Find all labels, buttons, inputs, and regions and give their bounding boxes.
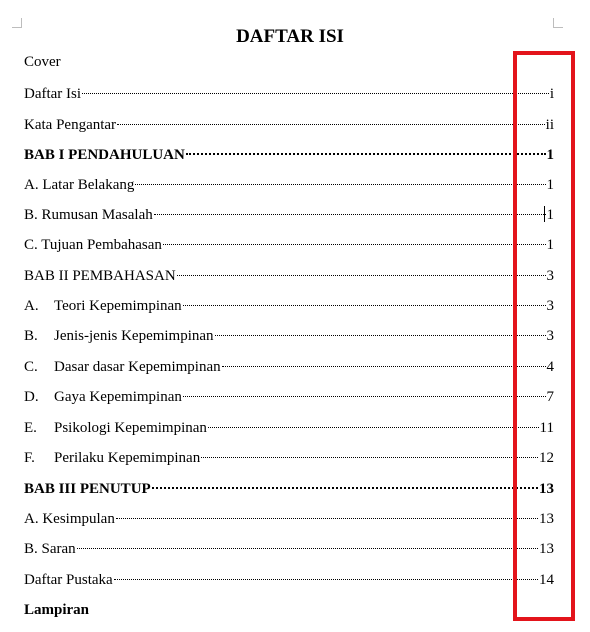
toc-entry [24,234,554,256]
toc-entry-text: Daftar Isi [24,86,82,102]
toc-entry [24,174,554,196]
toc-page-number: 1 [546,147,554,163]
toc-entry [24,83,554,105]
toc-entry [24,114,554,136]
toc-page-number: i [549,86,554,102]
toc-entry-label [24,144,185,166]
toc-entry-text: BAB I PENDAHULUAN [24,147,185,163]
dot-leader [177,275,546,276]
toc-entry [24,51,554,73]
toc-entry [24,265,554,287]
toc-entry [24,569,554,591]
toc-entry-label [24,417,207,439]
toc-entry-text: Perilaku Kepemimpinan [54,450,201,466]
toc-page-number: ii [545,117,554,133]
page-title: DAFTAR ISI [236,26,344,47]
toc-entry-text: Gaya Kepemimpinan [54,389,182,405]
toc-entry-text: Teori Kepemimpinan [54,298,182,314]
toc-page-number: 3 [546,268,554,284]
toc-entry-text: Cover [24,54,61,70]
toc-entry [24,204,554,226]
toc-entry-label [24,508,115,530]
toc-page-number: 13 [539,541,554,557]
toc-entry-number: B. [24,328,38,344]
dot-leader [154,214,546,215]
toc-entry [24,417,554,439]
toc-page-number: 3 [546,298,554,314]
dot-leader [183,396,546,397]
toc-entry-label [24,204,153,226]
toc-entry [24,356,554,378]
toc-entry-text: A. Kesimpulan [24,511,115,527]
toc-entry-label [24,234,162,256]
toc-entry [24,538,554,560]
dot-leader [186,153,546,155]
toc-entry-label [24,569,113,591]
toc-entry-number: F. [24,450,35,466]
toc-page-number: 14 [539,572,554,588]
toc-entry [24,325,554,347]
toc-entry-label [24,325,214,347]
page-number-highlight-box [513,51,575,621]
toc-entry [24,447,554,469]
dot-leader [116,518,538,519]
dot-leader [152,487,538,489]
toc-entry-label [24,83,81,105]
toc-entry-text: BAB II PEMBAHASAN [24,268,176,284]
toc-page-number: 3 [546,328,554,344]
toc-page-number: 1 [546,237,554,253]
toc-entry-number: E. [24,420,37,436]
toc-entry-number: D. [24,389,39,405]
toc-entry-text: Lampiran [24,602,90,618]
dot-leader [82,93,549,94]
toc-entry-text: B. Rumusan Masalah [24,207,153,223]
dot-leader [163,244,546,245]
dot-leader [77,548,538,549]
toc-page-number: 1 [546,177,554,193]
toc-entry [24,386,554,408]
toc-entry [24,599,554,621]
toc-entry-label [24,599,89,621]
toc-entry-label [24,51,61,73]
toc-page-number: 7 [546,389,554,405]
dot-leader [215,335,546,336]
toc-entry-label [24,386,182,408]
toc-entry-number: C. [24,359,38,375]
toc-entry-label [24,447,200,469]
toc-entry-label [24,356,221,378]
toc-page-number: 13 [539,511,554,527]
toc-entry-label [24,538,76,560]
toc-page-number: 12 [539,450,554,466]
dot-leader [208,427,539,428]
toc-entry-label [24,265,176,287]
dot-leader [135,184,545,185]
toc-entry-text: A. Latar Belakang [24,177,135,193]
toc-entry [24,295,554,317]
toc-page-number: 1 [546,207,554,223]
dot-leader [222,366,546,367]
toc-entry-label [24,114,116,136]
toc-entry-text: C. Tujuan Pembahasan [24,237,162,253]
toc-entry-text: Kata Pengantar [24,117,117,133]
dot-leader [183,305,546,306]
toc-entry [24,478,554,500]
toc-entry-label [24,295,182,317]
toc-entry-text: Jenis-jenis Kepemimpinan [54,328,214,344]
toc-entry-text: Daftar Pustaka [24,572,113,588]
dot-leader [114,579,538,580]
dot-leader [201,457,538,458]
toc-entry [24,508,554,530]
toc-page-number: 13 [539,481,554,497]
toc-entry-text: BAB III PENUTUP [24,481,151,497]
toc-entry-text: B. Saran [24,541,76,557]
toc-entry-label [24,174,134,196]
toc-entry-text: Psikologi Kepemimpinan [54,420,207,436]
toc-page-number: 4 [546,359,554,375]
toc-entry-label [24,478,151,500]
toc-entry [24,144,554,166]
toc-page-number: 11 [539,420,554,436]
toc-entry-number: A. [24,298,39,314]
toc-entry-text: Dasar dasar Kepemimpinan [54,359,221,375]
dot-leader [117,124,545,125]
